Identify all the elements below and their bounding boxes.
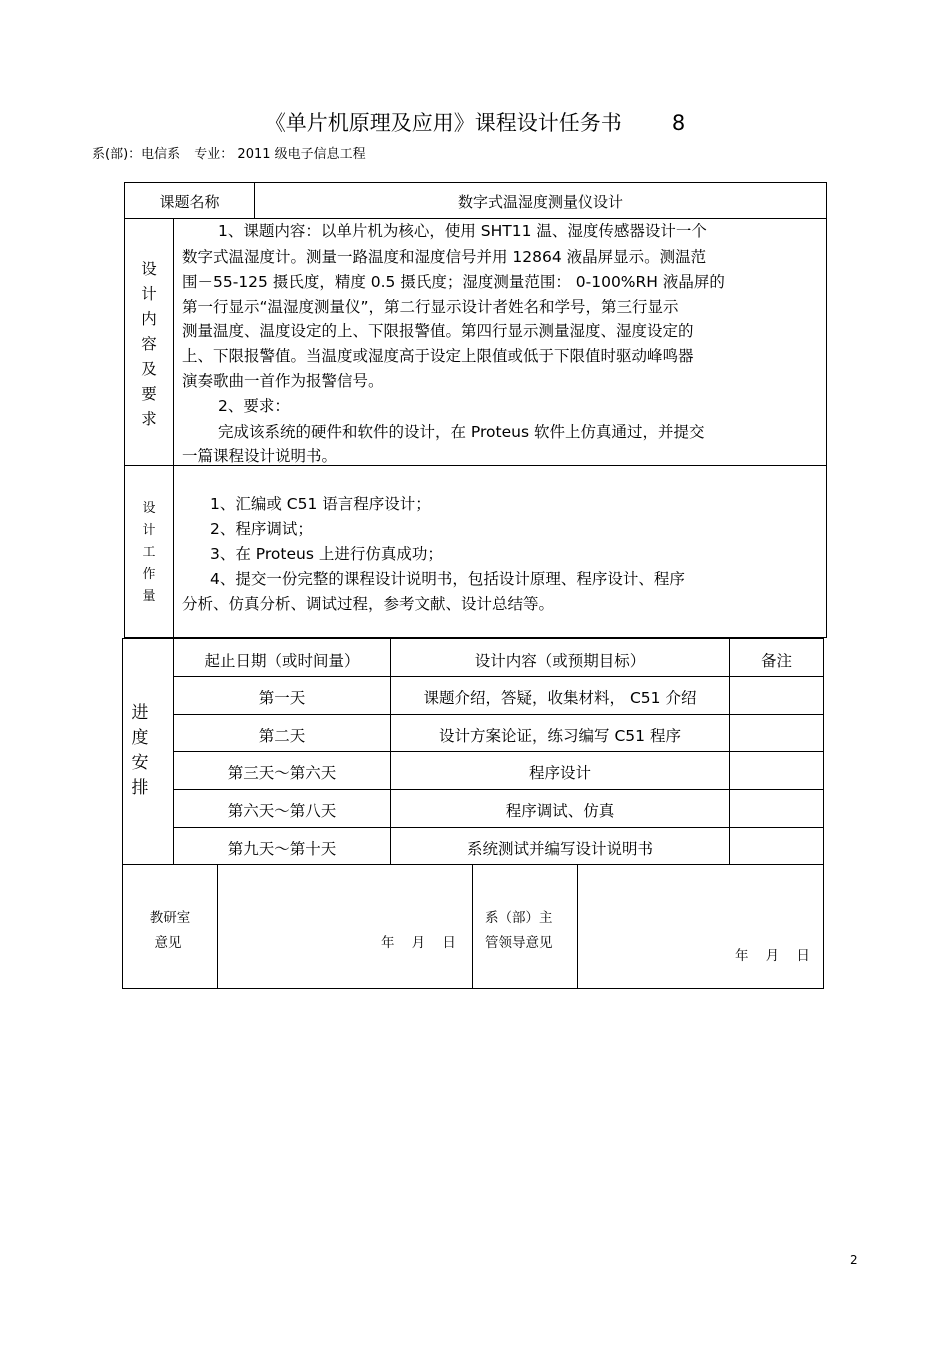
content-line: 1、课题内容：以单片机为核心，使用 SHT11 温、湿度传感器设计一个 — [218, 222, 707, 240]
workload-line: 分析、仿真分析、调试过程，参考文献、设计总结等。 — [182, 595, 555, 613]
content-line: 测量温度、温度设定的上、下限报警值。第四行显示测量湿度、湿度设定的 — [182, 322, 694, 340]
schedule-label-cell — [122, 638, 174, 865]
dept-text: 系(部)：电信系 — [92, 147, 181, 162]
schedule-header-content: 设计内容（或预期目标） — [390, 638, 730, 677]
office-date: 年 月 日 — [381, 935, 456, 951]
table-row-content: 程序设计 — [390, 751, 730, 790]
dept-opinion-cell — [577, 864, 824, 989]
schedule-header-note: 备注 — [729, 638, 824, 677]
dept-date: 年 月 日 — [735, 948, 810, 964]
title-text: 《单片机原理及应用》课程设计任务书 — [264, 111, 622, 135]
dept-opinion-label-cell: 系（部）主 管领导意见 — [472, 864, 578, 989]
table-row-date: 第一天 — [173, 676, 391, 715]
table-row-note — [729, 714, 824, 752]
table-row-date: 第三天～第六天 — [173, 751, 391, 790]
table-row-date: 第二天 — [173, 714, 391, 752]
table-row-note — [729, 789, 824, 828]
document-meta — [92, 146, 376, 164]
table-row-content: 设计方案论证，练习编写 C51 程序 — [390, 714, 730, 752]
workload-line: 1、汇编或 C51 语言程序设计； — [210, 495, 431, 513]
table-row-note — [729, 751, 824, 790]
major-text: 专业： 2011 级电子信息工程 — [194, 147, 366, 162]
content-line: 上、下限报警值。当温度或湿度高于设定上限值或低于下限值时驱动峰鸣器 — [182, 347, 694, 365]
office-opinion-label-cell: 教研室 意见 — [122, 864, 218, 989]
title-number: 8 — [671, 111, 686, 135]
page-number: 2 — [850, 1253, 858, 1267]
workload-line: 2、程序调试； — [210, 520, 313, 538]
workload-line: 3、在 Proteus 上进行仿真成功； — [210, 545, 443, 563]
topic-value-cell: 数字式温湿度测量仪设计 — [254, 182, 827, 219]
workload-label-cell — [124, 465, 174, 638]
content-line: 数字式温湿度计。测量一路温度和湿度信号并用 12864 液晶屏显示。测温范 — [182, 248, 707, 266]
office-opinion-cell — [217, 864, 473, 989]
content-line: 完成该系统的硬件和软件的设计，在 Proteus 软件上仿真通过，并提交 — [218, 423, 705, 441]
content-line: 一篇课程设计说明书。 — [182, 447, 338, 465]
table-row-content: 程序调试、仿真 — [390, 789, 730, 828]
schedule-vertical-label: 进 度 安 排 — [131, 703, 149, 798]
content-line: 第一行显示“温湿度测量仪”，第二行显示设计者姓名和学号，第三行显示 — [182, 298, 679, 316]
content-body-cell — [173, 218, 827, 466]
table-row-date: 第六天～第八天 — [173, 789, 391, 828]
topic-label-cell: 课题名称 — [124, 182, 255, 219]
workload-body-cell — [173, 465, 827, 638]
content-line: 围－55-125 摄氏度，精度 0.5 摄氏度；湿度测量范围： 0-100%RH 液晶屏的 — [182, 273, 725, 291]
content-line: 2、要求： — [218, 397, 290, 415]
schedule-header-date: 起止日期（或时间量） — [173, 638, 391, 677]
content-line: 演奏歌曲一首作为报警信号。 — [182, 372, 384, 390]
workload-line: 4、提交一份完整的课程设计说明书，包括设计原理、程序设计、程序 — [210, 570, 685, 588]
table-row-note — [729, 827, 824, 865]
table-row-content: 系统测试并编写设计说明书 — [390, 827, 730, 865]
content-vertical-label: 设 计 内 容 及 要 求 — [141, 260, 157, 428]
workload-vertical-label: 设 计 工 作 量 — [142, 501, 156, 604]
document-title — [0, 106, 950, 140]
table-row-content: 课题介绍，答疑，收集材料， C51 介绍 — [390, 676, 730, 715]
table-row-note — [729, 676, 824, 715]
content-label-cell — [124, 218, 174, 466]
table-row-date: 第九天～第十天 — [173, 827, 391, 865]
